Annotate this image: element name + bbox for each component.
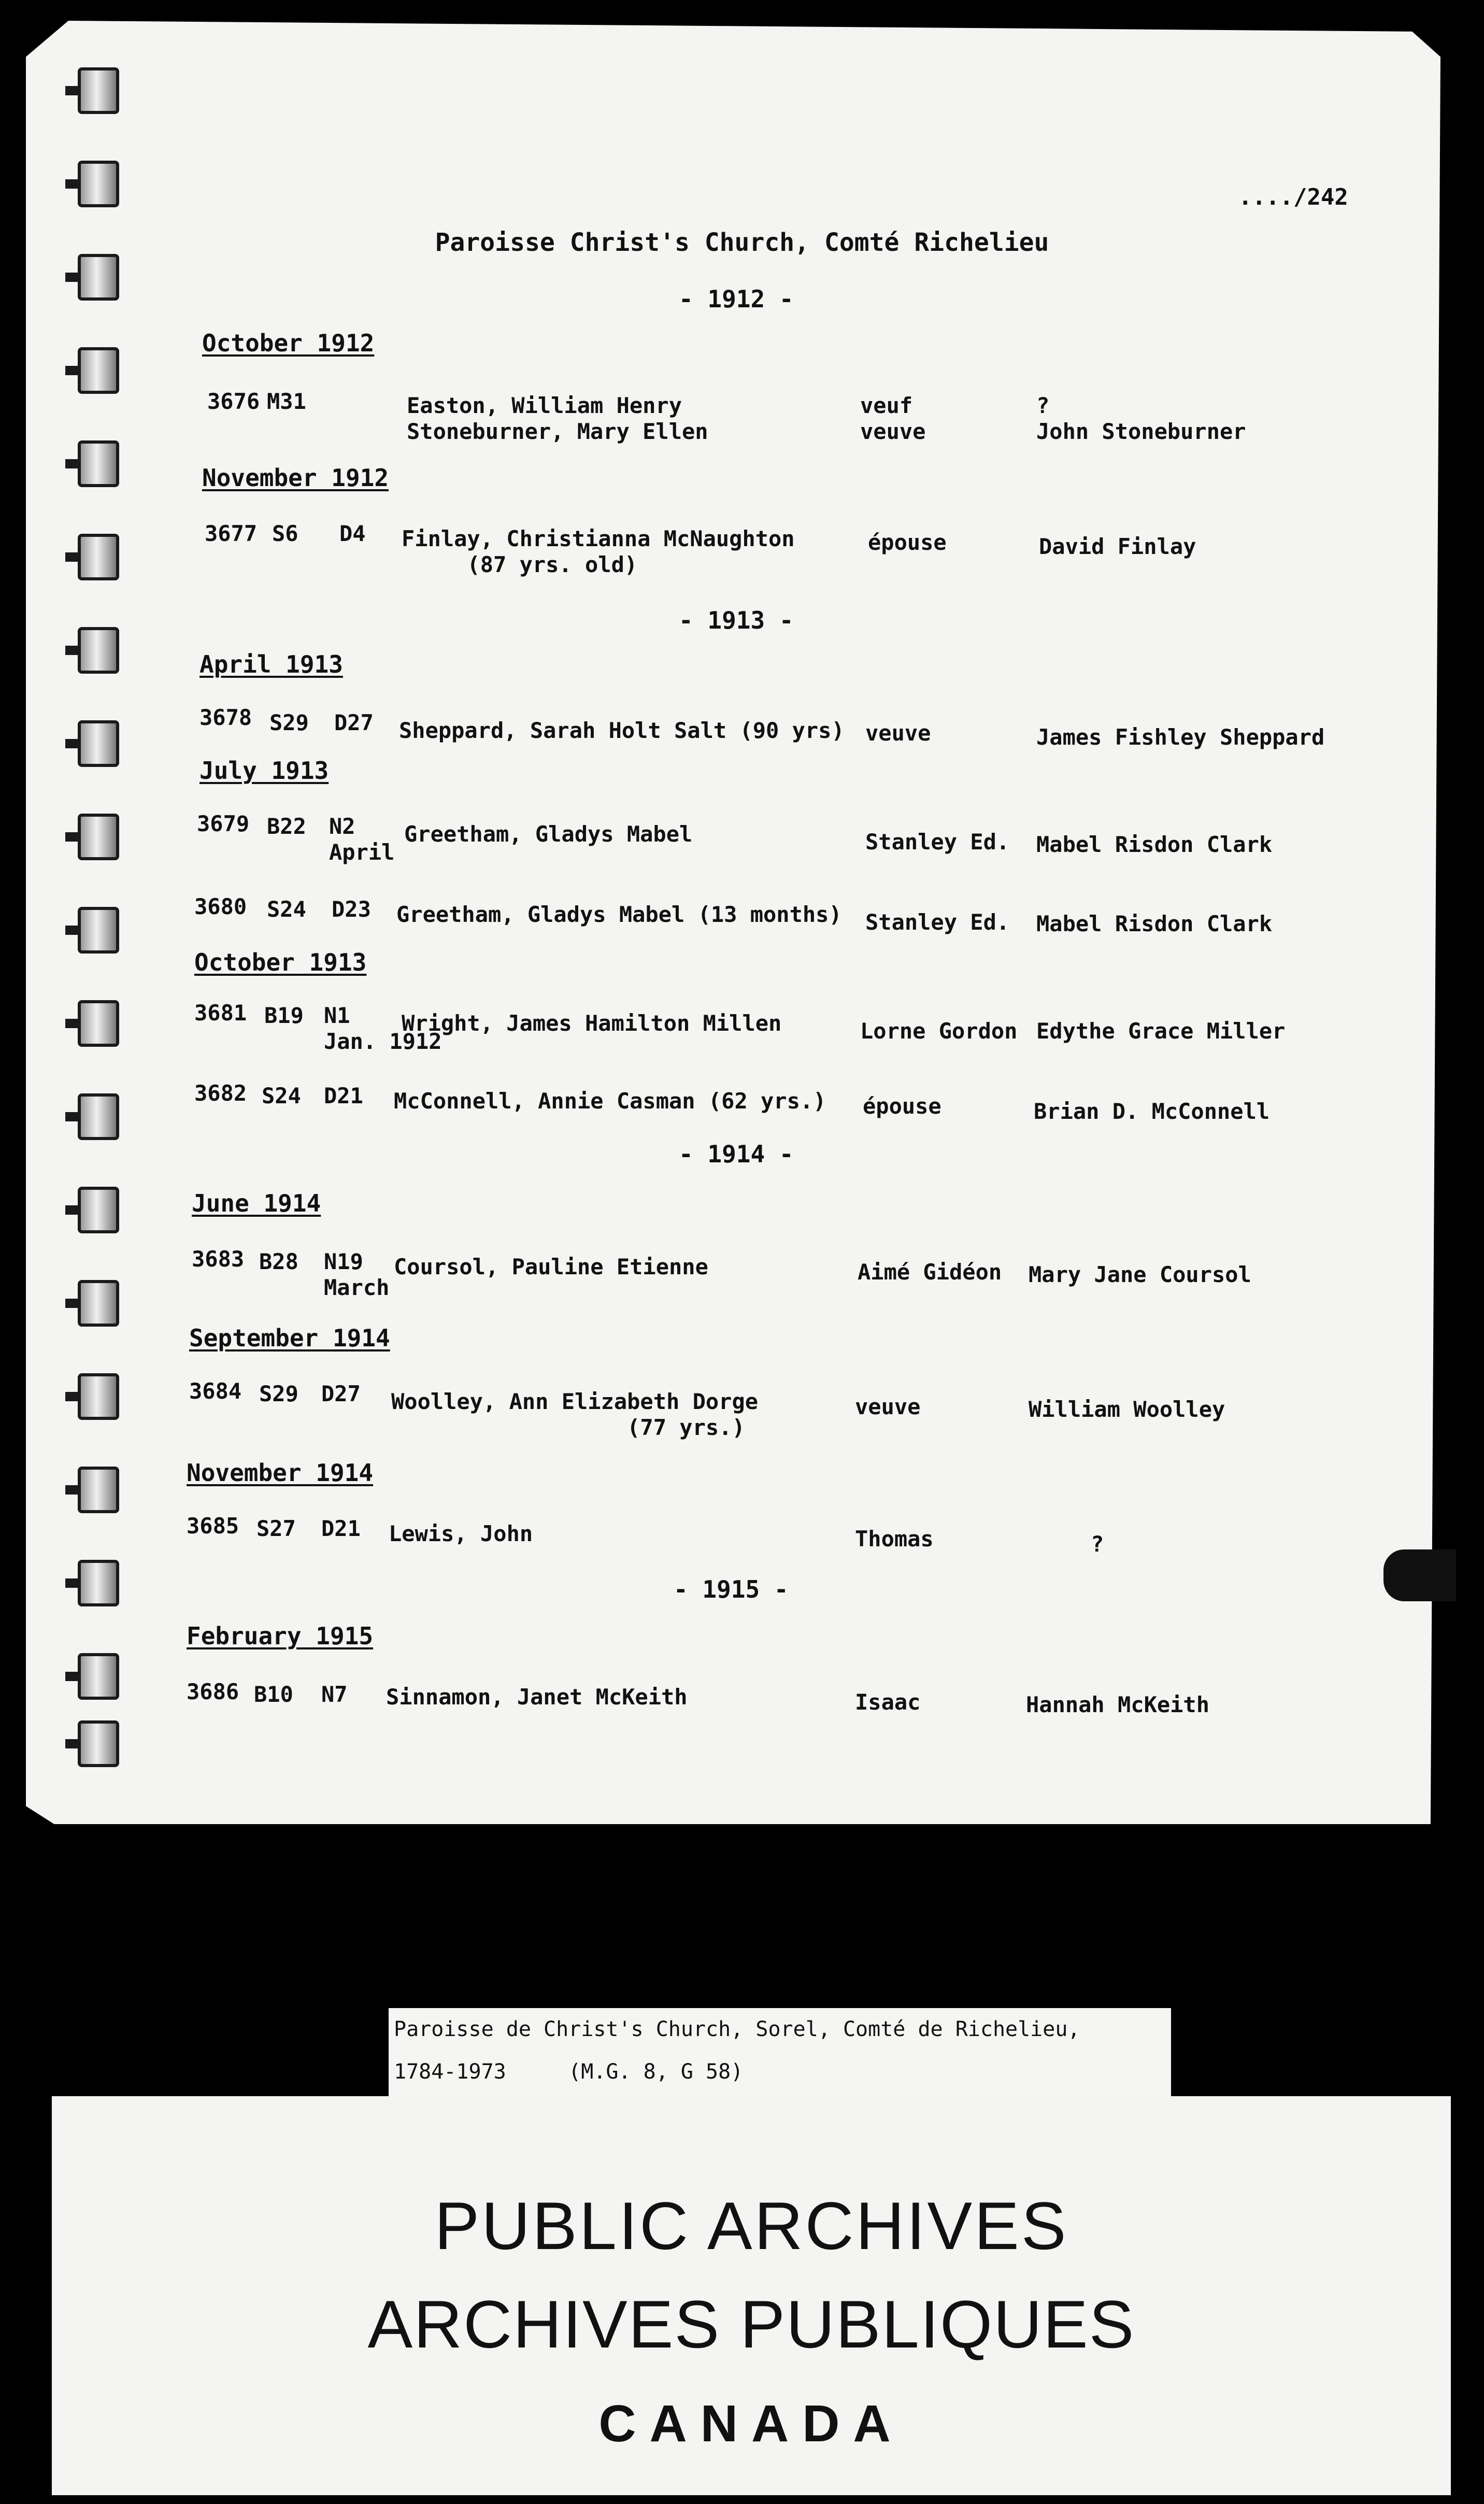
entry-date: S29 <box>259 1381 298 1406</box>
entry-date: S6 <box>272 521 298 546</box>
entry-status: épouse <box>868 530 947 555</box>
entry-date-event: N1 Jan. 1912 <box>324 1003 442 1054</box>
entry-parent: Mabel Risdon Clark <box>1036 911 1273 936</box>
entry-parent: William Woolley <box>1029 1397 1225 1422</box>
entry-date-event: N19 March <box>324 1249 390 1300</box>
entry-status: Thomas <box>855 1526 934 1552</box>
entry-date-event: D21 <box>321 1516 361 1541</box>
entry-date-event: D4 <box>339 521 366 546</box>
month-heading: February 1915 <box>187 1622 374 1650</box>
year-heading: - 1914 - <box>679 1140 794 1168</box>
entry-date: B28 <box>259 1249 298 1274</box>
entry-parent: ? <box>1091 1531 1104 1557</box>
month-heading: November 1914 <box>187 1459 374 1487</box>
register-title: Paroisse Christ's Church, Comté Richelieu <box>435 228 1049 257</box>
binding-ring <box>78 1373 119 1420</box>
entry-name: Greetham, Gladys Mabel <box>404 821 693 847</box>
entry-status: Stanley Ed. <box>865 829 1010 855</box>
entry-number: 3676 <box>207 389 260 414</box>
binding-ring <box>78 1720 119 1767</box>
entry-number: 3686 <box>187 1679 239 1704</box>
stamp-line-3: CANADA <box>598 2395 904 2453</box>
entry-name: Sheppard, Sarah Holt Salt (90 yrs) <box>399 718 845 743</box>
binding-ring <box>78 67 119 114</box>
entry-number: 3679 <box>197 811 250 836</box>
binding-ring <box>78 161 119 207</box>
entry-status: épouse <box>863 1093 941 1119</box>
binding-ring <box>78 627 119 674</box>
entry-number: 3681 <box>194 1000 247 1026</box>
stamp-line-2: ARCHIVES PUBLIQUES <box>367 2286 1135 2362</box>
entry-status: veuve <box>865 720 931 746</box>
month-heading: September 1914 <box>189 1324 390 1352</box>
month-heading: November 1912 <box>202 464 389 492</box>
entry-status: veuve <box>855 1394 921 1419</box>
entry-date: S24 <box>267 897 306 922</box>
entry-name: Easton, William Henry Stoneburner, Mary Ellen <box>407 393 708 444</box>
entry-parent: James Fishley Sheppard <box>1036 724 1325 750</box>
entry-status: Aimé Gidéon <box>858 1259 1002 1285</box>
entry-number: 3677 <box>205 521 258 546</box>
entry-date: B22 <box>267 814 306 839</box>
month-heading: June 1914 <box>192 1189 321 1217</box>
binding-ring <box>78 1560 119 1606</box>
binding-ring <box>78 720 119 767</box>
entry-date-event: D27 <box>334 710 374 735</box>
entry-parent: Mary Jane Coursol <box>1029 1262 1251 1287</box>
binding-ring <box>78 1653 119 1700</box>
year-heading: - 1913 - <box>679 606 794 634</box>
entry-date-event: D27 <box>321 1381 361 1406</box>
entry-number: 3683 <box>192 1246 245 1272</box>
entry-parent: Hannah McKeith <box>1026 1692 1210 1717</box>
entry-number: 3678 <box>199 705 252 730</box>
entry-name: Sinnamon, Janet McKeith <box>386 1684 688 1710</box>
binding-ring <box>78 440 119 487</box>
page-tab <box>1383 1549 1456 1601</box>
entry-parent: Edythe Grace Miller <box>1036 1018 1286 1044</box>
month-heading: July 1913 <box>199 757 329 785</box>
month-heading: October 1912 <box>202 329 375 357</box>
entry-name: Greetham, Gladys Mabel (13 months) <box>396 902 842 927</box>
entry-date: B10 <box>254 1682 293 1707</box>
entry-date: B19 <box>264 1003 304 1028</box>
entry-number: 3682 <box>194 1080 247 1106</box>
month-heading: October 1913 <box>194 948 367 976</box>
stamp-line-1: PUBLIC ARCHIVES <box>434 2188 1068 2264</box>
entry-status: veuf veuve <box>860 393 926 444</box>
binding-ring <box>78 1467 119 1513</box>
year-heading: - 1915 - <box>674 1575 789 1603</box>
binding-ring <box>78 1187 119 1233</box>
binding-ring <box>78 254 119 301</box>
entry-name: Coursol, Pauline Etienne <box>394 1254 708 1279</box>
month-heading: April 1913 <box>199 650 343 678</box>
binding-ring <box>78 347 119 394</box>
entry-date-event: D23 <box>332 897 371 922</box>
catalog-card <box>389 2008 1171 2107</box>
entry-date-event: N7 <box>321 1682 348 1707</box>
entry-number: 3684 <box>189 1378 242 1404</box>
page-number: ..../242 <box>1238 184 1348 210</box>
entry-parent: Brian D. McConnell <box>1034 1099 1270 1124</box>
entry-parent: Mabel Risdon Clark <box>1036 832 1273 857</box>
entry-number: 3680 <box>194 894 247 919</box>
entry-name: Woolley, Ann Elizabeth Dorge (77 yrs.) <box>391 1389 759 1440</box>
binding-ring <box>78 814 119 860</box>
entry-name: Lewis, John <box>389 1521 533 1546</box>
card-line-1: Paroisse de Christ's Church, Sorel, Comté de Richelieu, <box>394 2017 1080 2041</box>
entry-date: S27 <box>256 1516 296 1541</box>
entry-date: S24 <box>262 1083 301 1108</box>
binding-ring <box>78 534 119 580</box>
year-heading: - 1912 - <box>679 285 794 313</box>
entry-status: Isaac <box>855 1689 921 1715</box>
entry-date: M31 <box>267 389 306 414</box>
entry-parent: David Finlay <box>1039 534 1196 559</box>
card-line-2: 1784-1973 (M.G. 8, G 58) <box>394 2060 744 2084</box>
binding-ring <box>78 907 119 954</box>
entry-name: McConnell, Annie Casman (62 yrs.) <box>394 1088 826 1114</box>
entry-name: Finlay, Christianna McNaughton (87 yrs. old) <box>402 526 795 577</box>
entry-date-event: N2 April <box>329 814 395 865</box>
entry-parent: ? John Stoneburner <box>1036 393 1246 444</box>
entry-status: Stanley Ed. <box>865 909 1010 935</box>
binding-ring <box>78 1093 119 1140</box>
spiral-binding <box>73 67 130 1757</box>
binding-ring <box>78 1280 119 1327</box>
entry-date: S29 <box>269 710 309 735</box>
entry-status: Lorne Gordon <box>860 1018 1018 1044</box>
binding-ring <box>78 1000 119 1047</box>
entry-name: Wright, James Hamilton Millen <box>402 1011 782 1036</box>
entry-number: 3685 <box>187 1513 239 1539</box>
archives-stamp <box>52 2096 1451 2495</box>
entry-date-event: D21 <box>324 1083 363 1108</box>
